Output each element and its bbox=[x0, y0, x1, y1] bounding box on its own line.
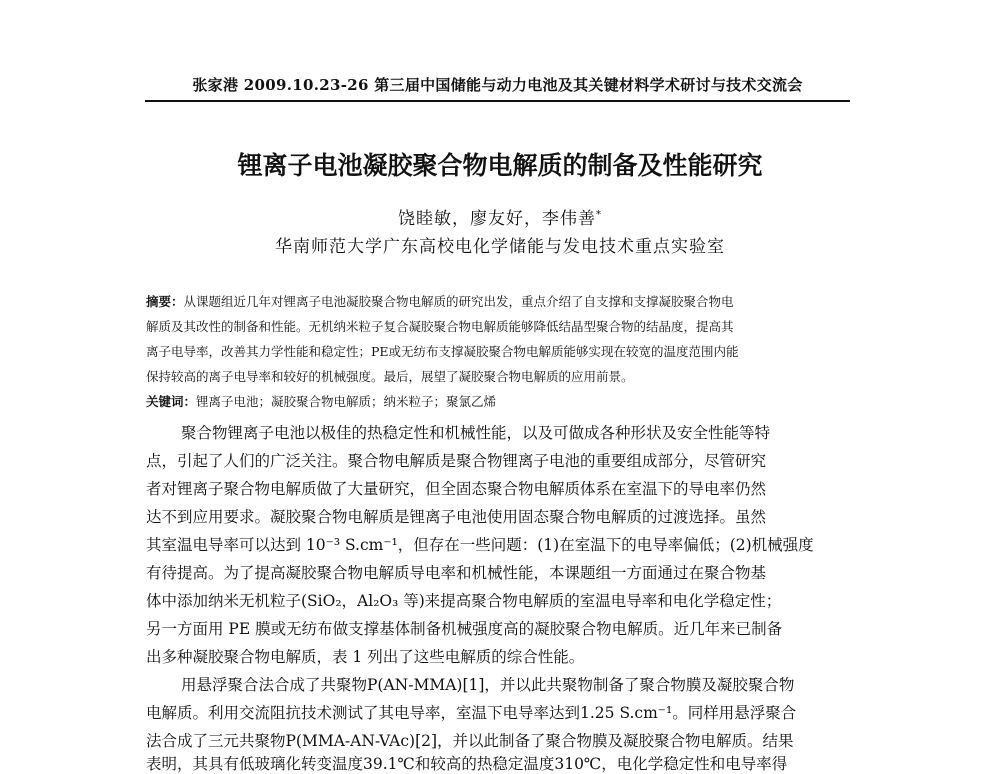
body-line: 用悬浮聚合法合成了共聚物P(AN-MMA)[1]，并以此共聚物制备了聚合物膜及凝胶聚合物 bbox=[181, 676, 795, 694]
abstract-line: 离子电导率，改善其力学性能和稳定性；PE或无纺布支撑凝胶聚合物电解质能够实现在较宽的温度范围内能 bbox=[146, 344, 739, 359]
keywords-label: 关键词： bbox=[146, 394, 197, 409]
conference-header: 张家港 2009.10.23-26 第三届中国储能与动力电池及其关键材料学术研讨与技术交流会 bbox=[192, 76, 803, 94]
body-line: 达不到应用要求。凝胶聚合物电解质是锂离子电池使用固态聚合物电解质的过渡选择。虽然 bbox=[146, 508, 767, 526]
body-line: 表明，其具有低玻璃化转变温度39.1℃和较高的热稳定温度310℃，电化学稳定性和电导率得 bbox=[146, 755, 788, 773]
abstract-text: 从课题组近几年对锂离子电池凝胶聚合物电解质的研究出发，重点介绍了自支撑和支撑凝胶聚合物电 bbox=[183, 294, 734, 309]
body-line: 另一方面用 PE 膜或无纺布做支撑基体制备机械强度高的凝胶聚合物电解质。近几年来已制备 bbox=[146, 620, 783, 638]
body-line: 有待提高。为了提高凝胶聚合物电解质导电率和机械性能，本课题组一方面通过在聚合物基 bbox=[146, 564, 767, 582]
abstract-line: 解质及其改性的制备和性能。无机纳米粒子复合凝胶聚合物电解质能够降低结晶型聚合物的结晶度，提高其 bbox=[146, 319, 734, 334]
abstract-label: 摘要： bbox=[146, 294, 184, 309]
paper-title: 锂离子电池凝胶聚合物电解质的制备及性能研究 bbox=[237, 151, 763, 180]
body-line: 点，引起了人们的广泛关注。聚合物电解质是聚合物锂离子电池的重要组成部分，尽管研究 bbox=[146, 452, 767, 470]
abstract-line: 保持较高的离子电导率和较好的机械强度。最后，展望了凝胶聚合物电解质的应用前景。 bbox=[146, 369, 634, 384]
keywords-line bbox=[146, 392, 848, 410]
body-line: 法合成了三元共聚物P(MMA-AN-VAc)[2]，并以此制备了聚合物膜及凝胶聚合物电解质。结果 bbox=[146, 732, 794, 750]
body-line: 出多种凝胶聚合物电解质，表 1 列出了这些电解质的综合性能。 bbox=[146, 648, 585, 666]
authors bbox=[0, 204, 1000, 229]
abstract-line bbox=[146, 292, 848, 310]
keywords-text: 锂离子电池；凝胶聚合物电解质；纳米粒子；聚氯乙烯 bbox=[196, 394, 497, 409]
body-line: 者对锂离子聚合物电解质做了大量研究，但全固态聚合物电解质体系在室温下的导电率仍然 bbox=[146, 480, 767, 498]
affiliation: 华南师范大学广东高校电化学储能与发电技术重点实验室 bbox=[275, 237, 725, 257]
corresponding-mark: * bbox=[596, 209, 602, 221]
body-line: 聚合物锂离子电池以极佳的热稳定性和机械性能，以及可做成各种形状及安全性能等特 bbox=[181, 424, 771, 442]
author-names: 饶睦敏，廖友好，李伟善 bbox=[398, 209, 596, 229]
body-line: 体中添加纳米无机粒子(SiO₂，Al₂O₃ 等)来提高聚合物电解质的室温电导率和电化学稳定性； bbox=[146, 592, 782, 610]
body-line: 其室温电导率可以达到 10⁻³ S.cm⁻¹，但存在一些问题：(1)在室温下的电导率偏低；(2)机械强度 bbox=[146, 536, 814, 554]
header-rule bbox=[145, 100, 850, 102]
body-line: 电解质。利用交流阻抗技术测试了其电导率，室温下电导率达到1.25 S.cm⁻¹。同样用悬浮聚合 bbox=[146, 704, 797, 722]
